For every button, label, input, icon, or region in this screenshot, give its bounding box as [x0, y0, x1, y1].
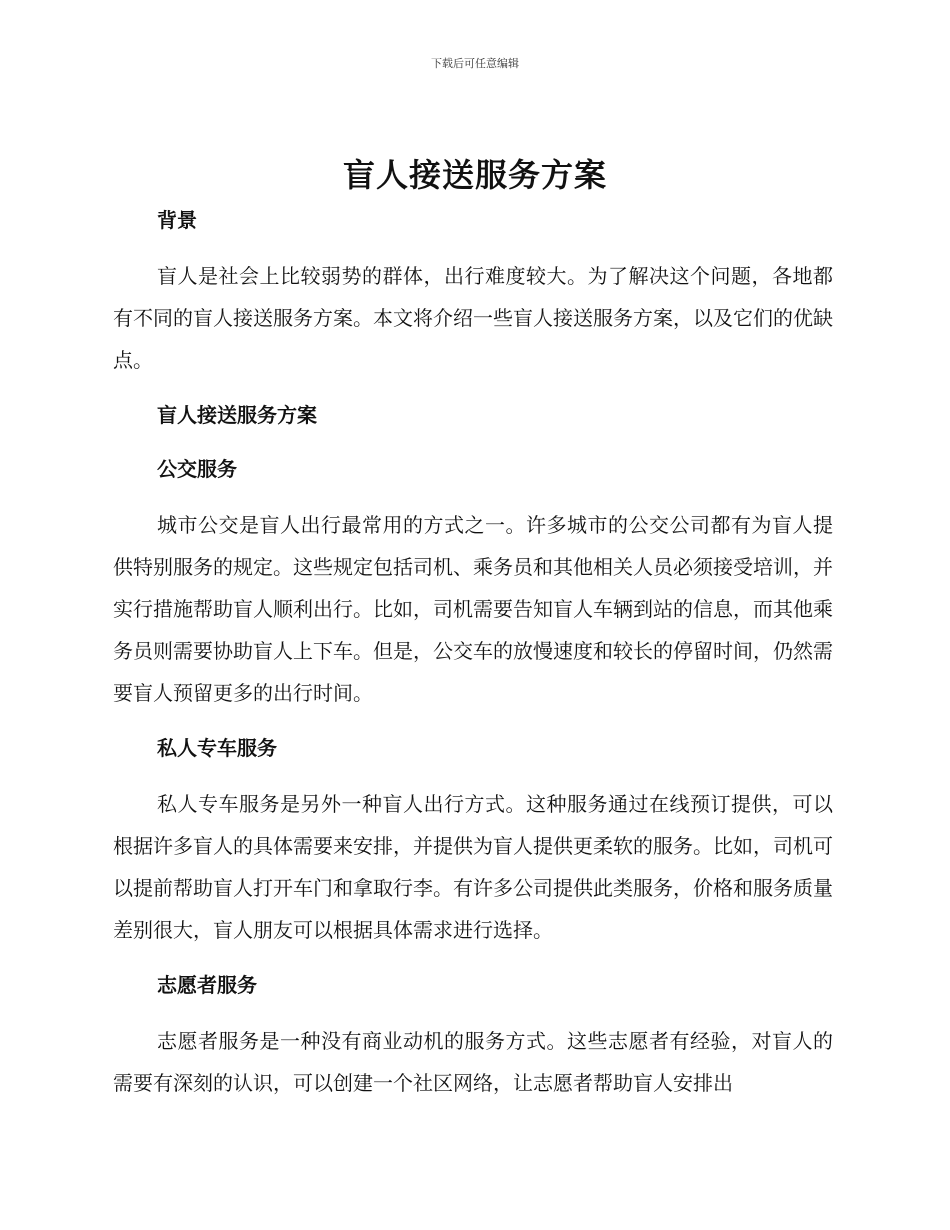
section-heading-volunteer: 志愿者服务 — [157, 973, 257, 997]
header-note: 下载后可任意编辑 — [431, 57, 519, 70]
section-heading-bus: 公交服务 — [157, 457, 237, 481]
paragraph-volunteer: 志愿者服务是一种没有商业动机的服务方式。这些志愿者有经验，对盲人的需要有深刻的认识，可以创建一个社区网络，让志愿者帮助盲人安排出 — [113, 1029, 833, 1095]
document-title: 盲人接送服务方案 — [342, 156, 607, 194]
document-body — [113, 200, 833, 1104]
paragraph-background: 盲人是社会上比较弱势的群体，出行难度较大。为了解决这个问题，各地都有不同的盲人接送服务方案。本文将介绍一些盲人接送服务方案，以及它们的优缺点。 — [113, 264, 833, 372]
section-heading-plans: 盲人接送服务方案 — [157, 403, 317, 427]
section-heading-background: 背景 — [157, 208, 197, 232]
paragraph-bus: 城市公交是盲人出行最常用的方式之一。许多城市的公交公司都有为盲人提供特别服务的规定。这些规定包括司机、乘务员和其他相关人员必须接受培训，并实行措施帮助盲人顺利出行。比如，司机需要告知盲人车辆到站的信息，而其他乘务员则需要协助盲人上下车。但是，公交车的放慢速度和较长的停留时间，仍然需要盲人预留更多的出行时间。 — [113, 513, 833, 705]
paragraph-private-car: 私人专车服务是另外一种盲人出行方式。这种服务通过在线预订提供，可以根据许多盲人的具体需要来安排，并提供为盲人提供更柔软的服务。比如，司机可以提前帮助盲人打开车门和拿取行李。有许多公司提供此类服务，价格和服务质量差别很大，盲人朋友可以根据具体需求进行选择。 — [113, 792, 833, 942]
section-heading-private-car: 私人专车服务 — [157, 736, 277, 760]
